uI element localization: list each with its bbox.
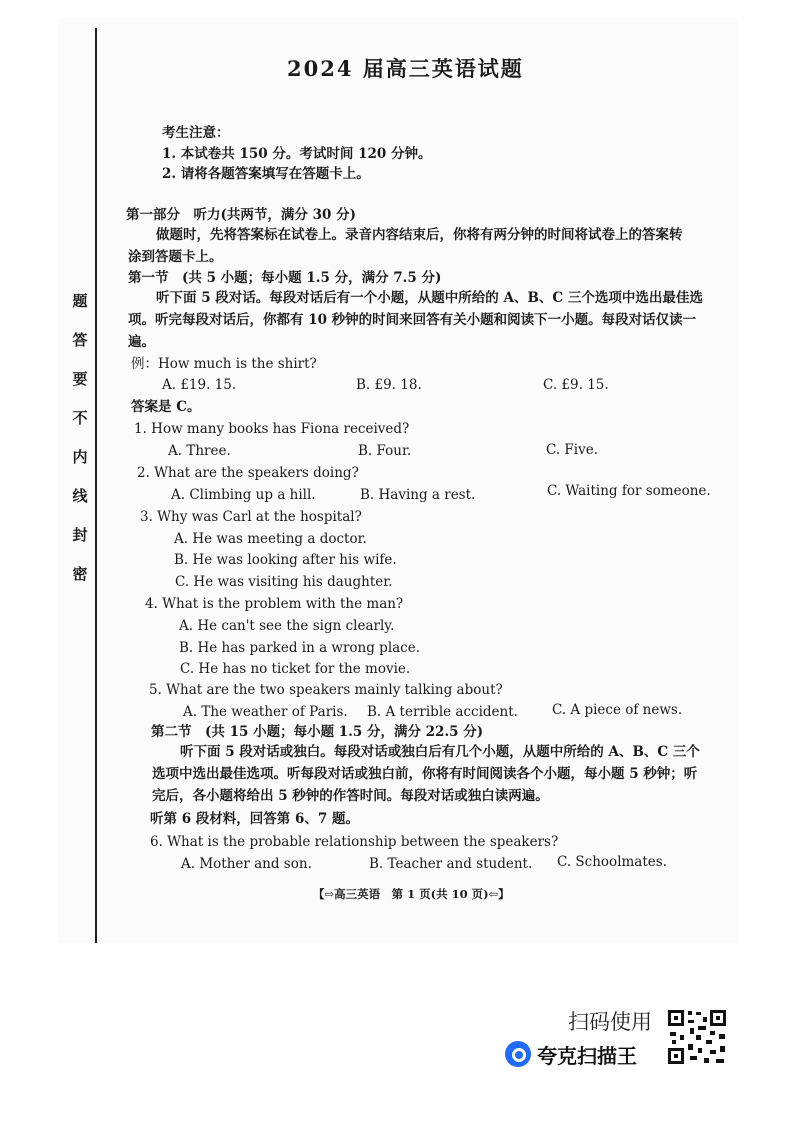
notice-item: 2. 请将各题答案填写在答题卡上。 — [162, 166, 370, 182]
section2-instructions: 听下面 5 段对话或独白。每段对话或独白后有几个小题，从题中所给的 A、B、C 三个选项中选出最佳选项。听每段对话或独白前，你将有时间阅读各个小题，每小题 5 秒钟；听完后，各小题将给出 5 秒钟的作答时间。每段对话或独白读两遍。 — [152, 744, 700, 804]
section1-instructions: 听下面 5 段对话。每段对话后有一个小题，从题中所给的 A、B、C 三个选项中选出最佳选项。听完每段对话后，你都有 10 秒钟的时间来回答有关小题和阅读下一小题。每段对话仅读一遍。 — [128, 290, 703, 350]
binding-char: 密 — [72, 565, 88, 583]
binding-char: 内 — [72, 448, 88, 466]
question-4-option-a: A. He can't see the sign clearly. — [179, 618, 395, 634]
example-question: 例：How much is the shirt? — [131, 356, 317, 372]
binding-char: 要 — [72, 370, 88, 388]
binding-line — [95, 28, 97, 943]
part1-intro: 做题时，先将答案标在试卷上。录音内容结束后，你将有两分钟的时间将试卷上的答案转 — [156, 227, 683, 243]
example-option: A. £19. 15. — [162, 377, 237, 393]
page-title: 2024 届高三英语试题 — [287, 56, 524, 81]
question-5-option-c: C. A piece of news. — [552, 702, 683, 718]
question-1: 1. How many books has Fiona received? — [134, 421, 410, 437]
qr-code-icon[interactable] — [666, 1008, 728, 1066]
binding-char: 线 — [72, 487, 88, 505]
question-1-option-a: A. Three. — [168, 443, 231, 459]
question-5-option-b: B. A terrible accident. — [367, 704, 518, 720]
binding-char: 答 — [72, 331, 88, 349]
question-6-option-a: A. Mother and son. — [181, 856, 312, 872]
scanner-app-name: 夸克扫描王 — [537, 1044, 637, 1068]
question-6-option-c: C. Schoolmates. — [557, 854, 667, 870]
question-5: 5. What are the two speakers mainly talking about? — [149, 682, 503, 698]
binding-margin-text — [68, 282, 92, 594]
quark-logo-icon — [505, 1041, 531, 1067]
question-1-option-b: B. Four. — [358, 443, 412, 459]
page-footer: 【⇨高三英语 第 1 页(共 10 页)⇦】 — [313, 887, 510, 901]
question-6: 6. What is the probable relationship between the speakers? — [150, 834, 559, 850]
example-option: C. £9. 15. — [543, 377, 609, 393]
question-1-option-c: C. Five. — [546, 442, 599, 458]
question-4: 4. What is the problem with the man? — [145, 596, 404, 612]
question-2-option-b: B. Having a rest. — [360, 487, 476, 503]
notice-heading: 考生注意： — [162, 125, 230, 141]
part1-heading: 第一部分 听力(共两节，满分 30 分) — [126, 207, 356, 223]
scanner-watermark — [500, 1000, 740, 1080]
question-6-option-b: B. Teacher and student. — [369, 856, 533, 872]
section1-heading: 第一节 (共 5 小题；每小题 1.5 分，满分 7.5 分) — [128, 270, 442, 286]
question-3-option-a: A. He was meeting a doctor. — [174, 531, 367, 547]
question-3-option-b: B. He was looking after his wife. — [174, 552, 397, 568]
question-2: 2. What are the speakers doing? — [137, 465, 359, 481]
section2-heading: 第二节 (共 15 小题；每小题 1.5 分，满分 22.5 分) — [151, 724, 484, 740]
binding-char: 不 — [72, 409, 88, 427]
binding-char: 封 — [72, 526, 88, 544]
notice-item: 1. 本试卷共 150 分。考试时间 120 分钟。 — [162, 146, 432, 162]
question-4-option-b: B. He has parked in a wrong place. — [179, 640, 421, 656]
example-option: B. £9. 18. — [356, 377, 422, 393]
material-note: 听第 6 段材料，回答第 6、7 题。 — [150, 811, 359, 827]
part1-intro-cont: 涂到答题卡上。 — [128, 249, 223, 265]
binding-char: 题 — [72, 292, 88, 310]
example-answer: 答案是 C。 — [131, 399, 201, 415]
question-5-option-a: A. The weather of Paris. — [183, 704, 348, 720]
question-3-option-c: C. He was visiting his daughter. — [175, 574, 393, 590]
scan-label: 扫码使用 — [568, 1010, 652, 1034]
question-2-option-c: C. Waiting for someone. — [547, 483, 711, 499]
question-3: 3. Why was Carl at the hospital? — [140, 509, 362, 525]
question-2-option-a: A. Climbing up a hill. — [171, 487, 316, 503]
question-4-option-c: C. He has no ticket for the movie. — [180, 661, 411, 677]
